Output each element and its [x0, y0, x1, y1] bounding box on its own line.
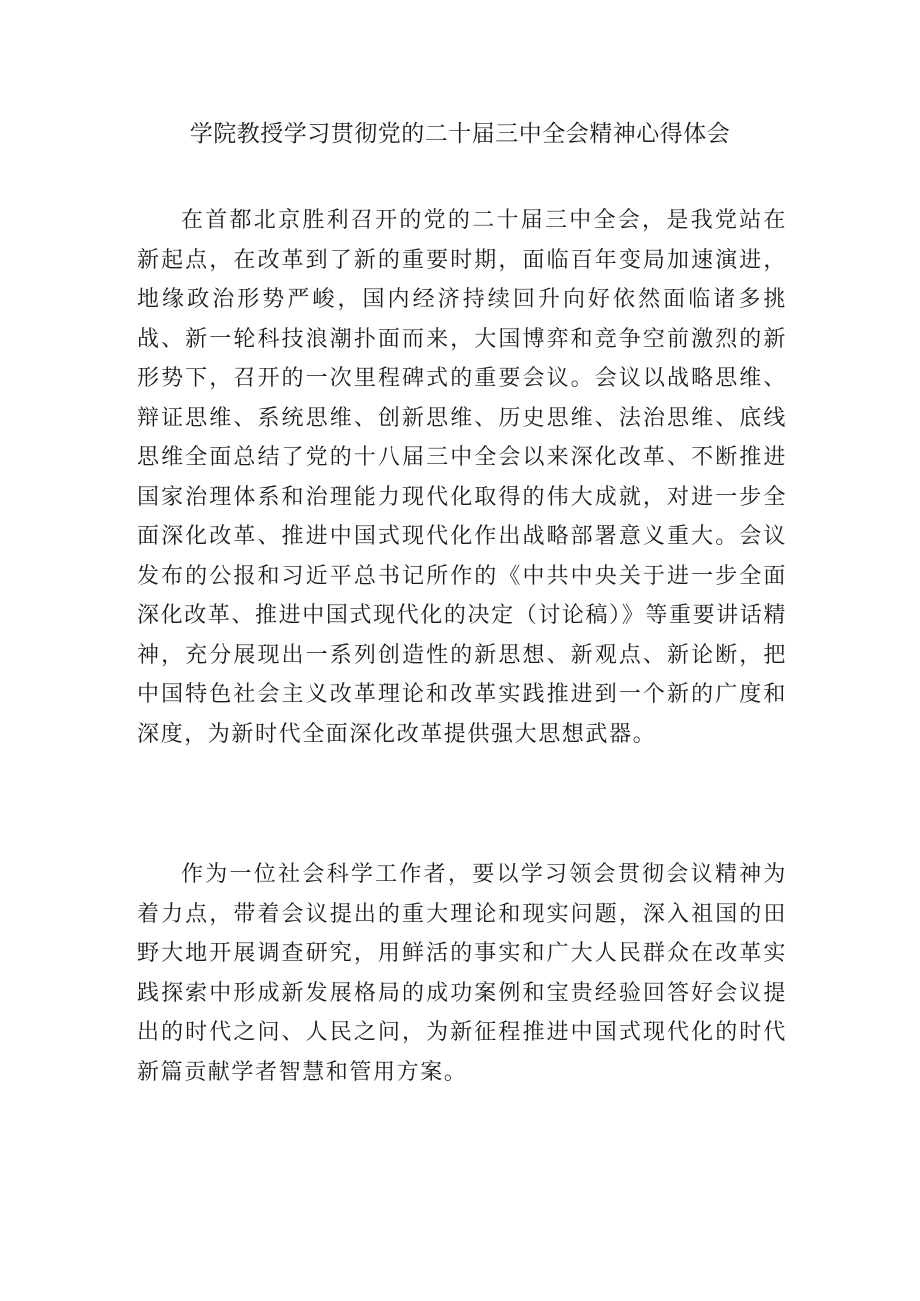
- body-paragraph-1: 在首都北京胜利召开的党的二十届三中全会，是我党站在新起点，在改革到了新的重要时期，面临百年变局加速演进，地缘政治形势严峻，国内经济持续回升向好依然面临诸多挑战、新一轮科技浪潮扑面而来，大国博弈和竞争空前激烈的新形势下，召开的一次里程碑式的重要会议。会议以战略思维、辩证思维、系统思维、创新思维、历史思维、法治思维、底线思维全面总结了党的十八届三中全会以来深化改革、不断推进国家治理体系和治理能力现代化取得的伟大成就，对进一步全面深化改革、推进中国式现代化作出战略部署意义重大。会议发布的公报和习近平总书记所作的《中共中央关于进一步全面深化改革、推进中国式现代化的决定（讨论稿）》等重要讲话精神，充分展现出一系列创造性的新思想、新观点、新论断，把中国特色社会主义改革理论和改革实践推进到一个新的广度和深度，为新时代全面深化改革提供强大思想武器。: [137, 208, 787, 747]
- document-title: 学院教授学习贯彻党的二十届三中全会精神心得体会: [189, 121, 731, 147]
- body-paragraph-2: 作为一位社会科学工作者，要以学习领会贯彻会议精神为着力点，带着会议提出的重大理论和现实问题，深入祖国的田野大地开展调查研究，用鲜活的事实和广大人民群众在改革实践探索中形成新发展格局的成功案例和宝贵经验回答好会议提出的时代之问、人民之问，为新征程推进中国式现代化的时代新篇贡献学者智慧和管用方案。: [137, 862, 787, 1085]
